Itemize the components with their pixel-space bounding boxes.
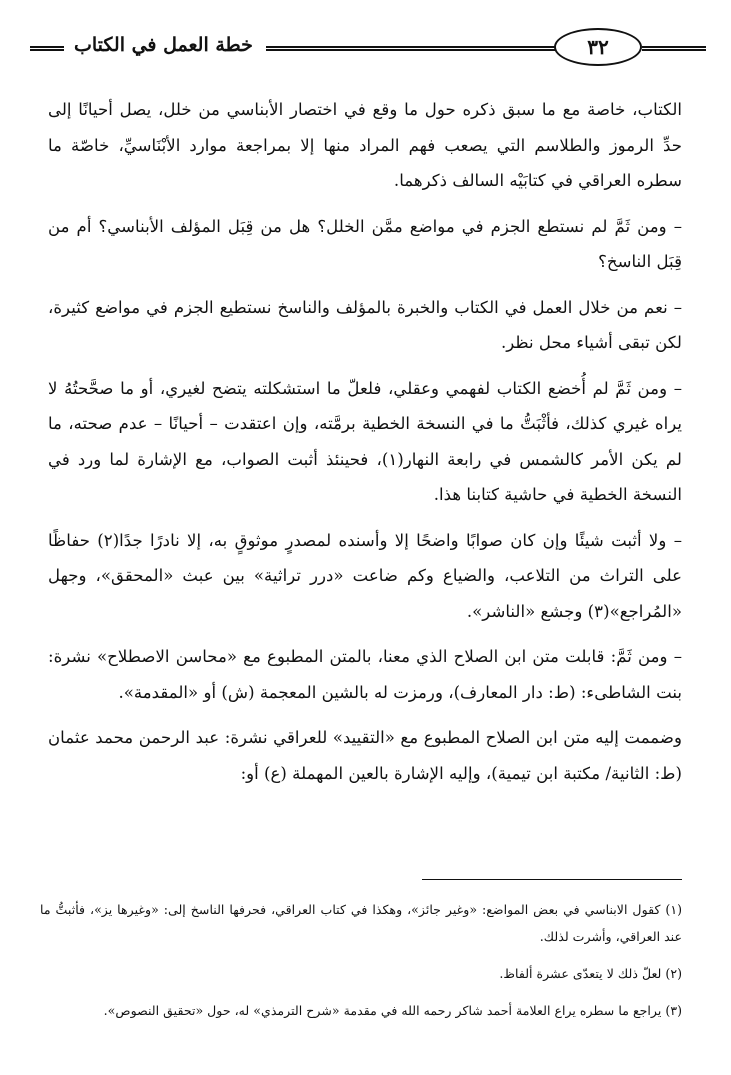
footnotes <box>40 896 682 1034</box>
running-title: خطة العمل في الكتاب <box>74 34 253 56</box>
footnote-separator <box>422 879 682 880</box>
paragraph: – ولا أثبت شيئًا وإن كان صوابًا واضحًا إلا وأسنده لمصدرٍ موثوقٍ به، إلا نادرًا جدًا(٢) حفاظًا على التراث من التلاعب، والضياع وكم ضاعت «درر تراثية» بين عبث «المحقق»، وجهل «المُراجع»(٣) وجشع «الناشر». <box>48 530 682 621</box>
paragraph: – ومن ثَمَّ لم أُخضع الكتاب لفهمي وعقلي، فلعلّ ما استشكلته يتضح لغيري، أو ما صحَّحتُهُ لا يراه غيري كذلك، فأثْبَتُّ ما في النسخة الخطية برمَّته، وإن اعتقدت – أحيانًا – عدم صحته، ما لم يكن الأمر كالشمس في رابعة النهار(١)، فحينئذ أثبت الصواب، مع الإشارة لما ورد في النسخة الخطية في حاشية كتابنا هذا. <box>48 378 682 504</box>
header-double-rule-left <box>30 46 64 51</box>
page-header <box>30 26 706 68</box>
paragraph: – نعم من خلال العمل في الكتاب والخبرة بالمؤلف والناسخ نستطيع الجزم في مواضع كثيرة، لكن تبقى أشياء محل نظر. <box>48 297 682 352</box>
footnote: (١) كقول الابناسي في بعض المواضع: «وغير جائز»، وهكذا في كتاب العراقي، فحرفها الناسخ إلى: «وغيرها يز»، فأثبتُّ ما عند العراقي، وأشرت لذلك. <box>40 902 682 944</box>
paragraph: الكتاب، خاصة مع ما سبق ذكره حول ما وقع في اختصار الأبناسي من خلل، يصل أحيانًا إلى حدِّ الرموز والطلاسم التي يصعب فهم المراد منها إلا بمراجعة موارد الأبْنَاسيِّ، خاصّة ما سطره العراقي في كتابَيْه السالف ذكرهما. <box>48 100 682 190</box>
header-double-rule-right <box>642 46 706 51</box>
footnote: (٣) يراجع ما سطره يراع العلامة أحمد شاكر رحمه الله في مقدمة «شرح الترمذي» له، حول «تحقيق النصوص». <box>103 1003 682 1018</box>
header-double-rule-middle <box>266 46 560 51</box>
paragraph: وضممت إليه متن ابن الصلاح المطبوع مع «التقييد» للعراقي نشرة: عبد الرحمن محمد عثمان (ط: الثانية/ مكتبة ابن تيمية)، وإليه الإشارة بالعين المهملة (ع) أو: <box>48 728 682 783</box>
main-text <box>48 92 682 801</box>
page-number-oval <box>554 28 642 66</box>
footnote: (٢) لعلّ ذلك لا يتعدّى عشرة ألفاظ. <box>499 966 682 981</box>
paragraph: – ومن ثَمَّ لم نستطع الجزم في مواضع ممَّن الخلل؟ هل من قِبَل المؤلف الأبناسي؟ أم من قِبَل الناسخ؟ <box>48 216 682 271</box>
page-number: ٣٢ <box>587 35 609 59</box>
paragraph: – ومن ثَمَّ: قابلت متن ابن الصلاح الذي معنا، بالمتن المطبوع مع «محاسن الاصطلاح» نشرة: بنت الشاطىء: (ط: دار المعارف)، ورمزت له بالشين المعجمة (ش) أو «المقدمة». <box>48 647 682 702</box>
